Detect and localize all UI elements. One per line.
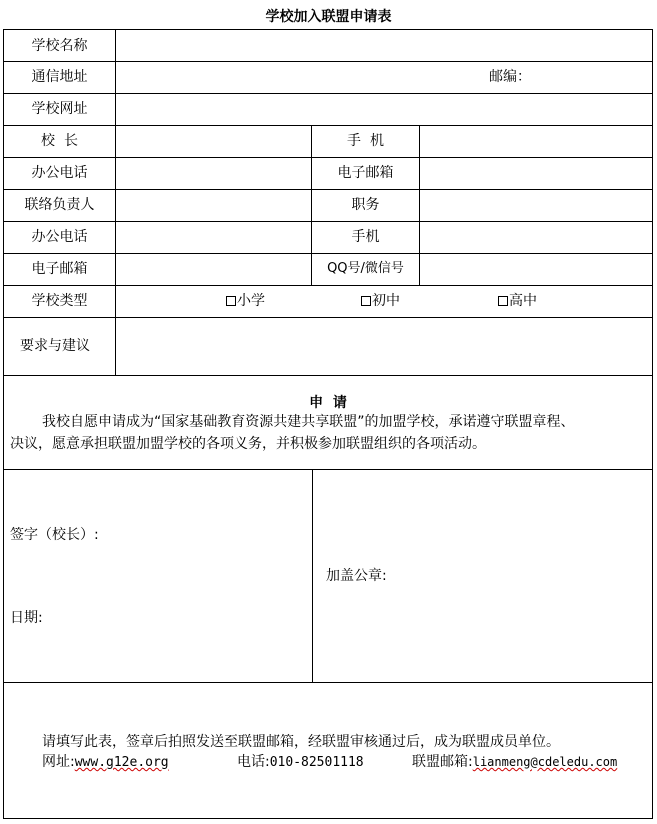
school-type-junior-option[interactable]	[361, 292, 400, 310]
footer-website-label: 网址:	[42, 754, 75, 770]
checkbox-icon[interactable]	[498, 296, 508, 306]
school-type-primary-label: 小学	[237, 293, 265, 309]
qq-wechat-label: QQ号/微信号	[327, 261, 404, 276]
form-title: 学校加入联盟申请表	[265, 9, 392, 25]
school-type-primary-option[interactable]	[226, 292, 265, 310]
position-label: 职务	[351, 197, 380, 213]
school-name-label: 学校名称	[31, 38, 88, 54]
postcode-label: 邮编：	[489, 69, 531, 85]
footer-email	[412, 753, 617, 771]
footer-email-link[interactable]: lianmeng@cdeledu.com	[472, 755, 618, 769]
footer-phone	[237, 753, 364, 772]
footer-phone-value: 010-82501118	[269, 755, 364, 770]
footer-email-label: 联盟邮箱:	[412, 754, 473, 770]
website-label: 学校网址	[31, 101, 88, 117]
application-text-line-2: 决议，愿意承担联盟加盟学校的各项义务，并积极参加联盟组织的各项活动。	[10, 436, 486, 452]
footer-instruction: 请填写此表，签章后拍照发送至联盟邮箱，经联盟审核通过后，成为联盟成员单位。	[42, 734, 560, 750]
footer-website-link[interactable]: www.g12e.org	[74, 755, 169, 770]
address-label: 通信地址	[31, 69, 88, 85]
school-type-senior-option[interactable]	[498, 292, 537, 310]
checkbox-icon[interactable]	[226, 296, 236, 306]
email-label-2: 电子邮箱	[31, 261, 88, 277]
footer-phone-label: 电话:	[237, 754, 270, 770]
suggestions-label: 要求与建议	[20, 338, 90, 354]
footer-website	[42, 753, 169, 772]
application-heading: 申 请	[309, 395, 347, 411]
principal-signature-label: 签字（校长）:	[10, 527, 99, 543]
email-label: 电子邮箱	[337, 165, 394, 181]
office-phone-label: 办公电话	[31, 165, 88, 181]
application-text-line-1: 我校自愿申请成为“国家基础教育资源共建共享联盟”的加盟学校，承诺遵守联盟章程、	[42, 414, 575, 430]
office-phone-label-2: 办公电话	[31, 229, 88, 245]
checkbox-icon[interactable]	[361, 296, 371, 306]
official-seal-label: 加盖公章:	[326, 568, 387, 584]
school-type-label: 学校类型	[31, 293, 88, 309]
school-type-senior-label: 高中	[509, 293, 537, 309]
date-label: 日期:	[10, 610, 43, 626]
mobile-label: 手 机	[347, 133, 384, 149]
contact-person-label: 联络负责人	[24, 197, 95, 213]
mobile-label-2: 手机	[351, 229, 380, 245]
school-type-junior-label: 初中	[372, 293, 400, 309]
principal-label: 校 长	[41, 133, 78, 149]
